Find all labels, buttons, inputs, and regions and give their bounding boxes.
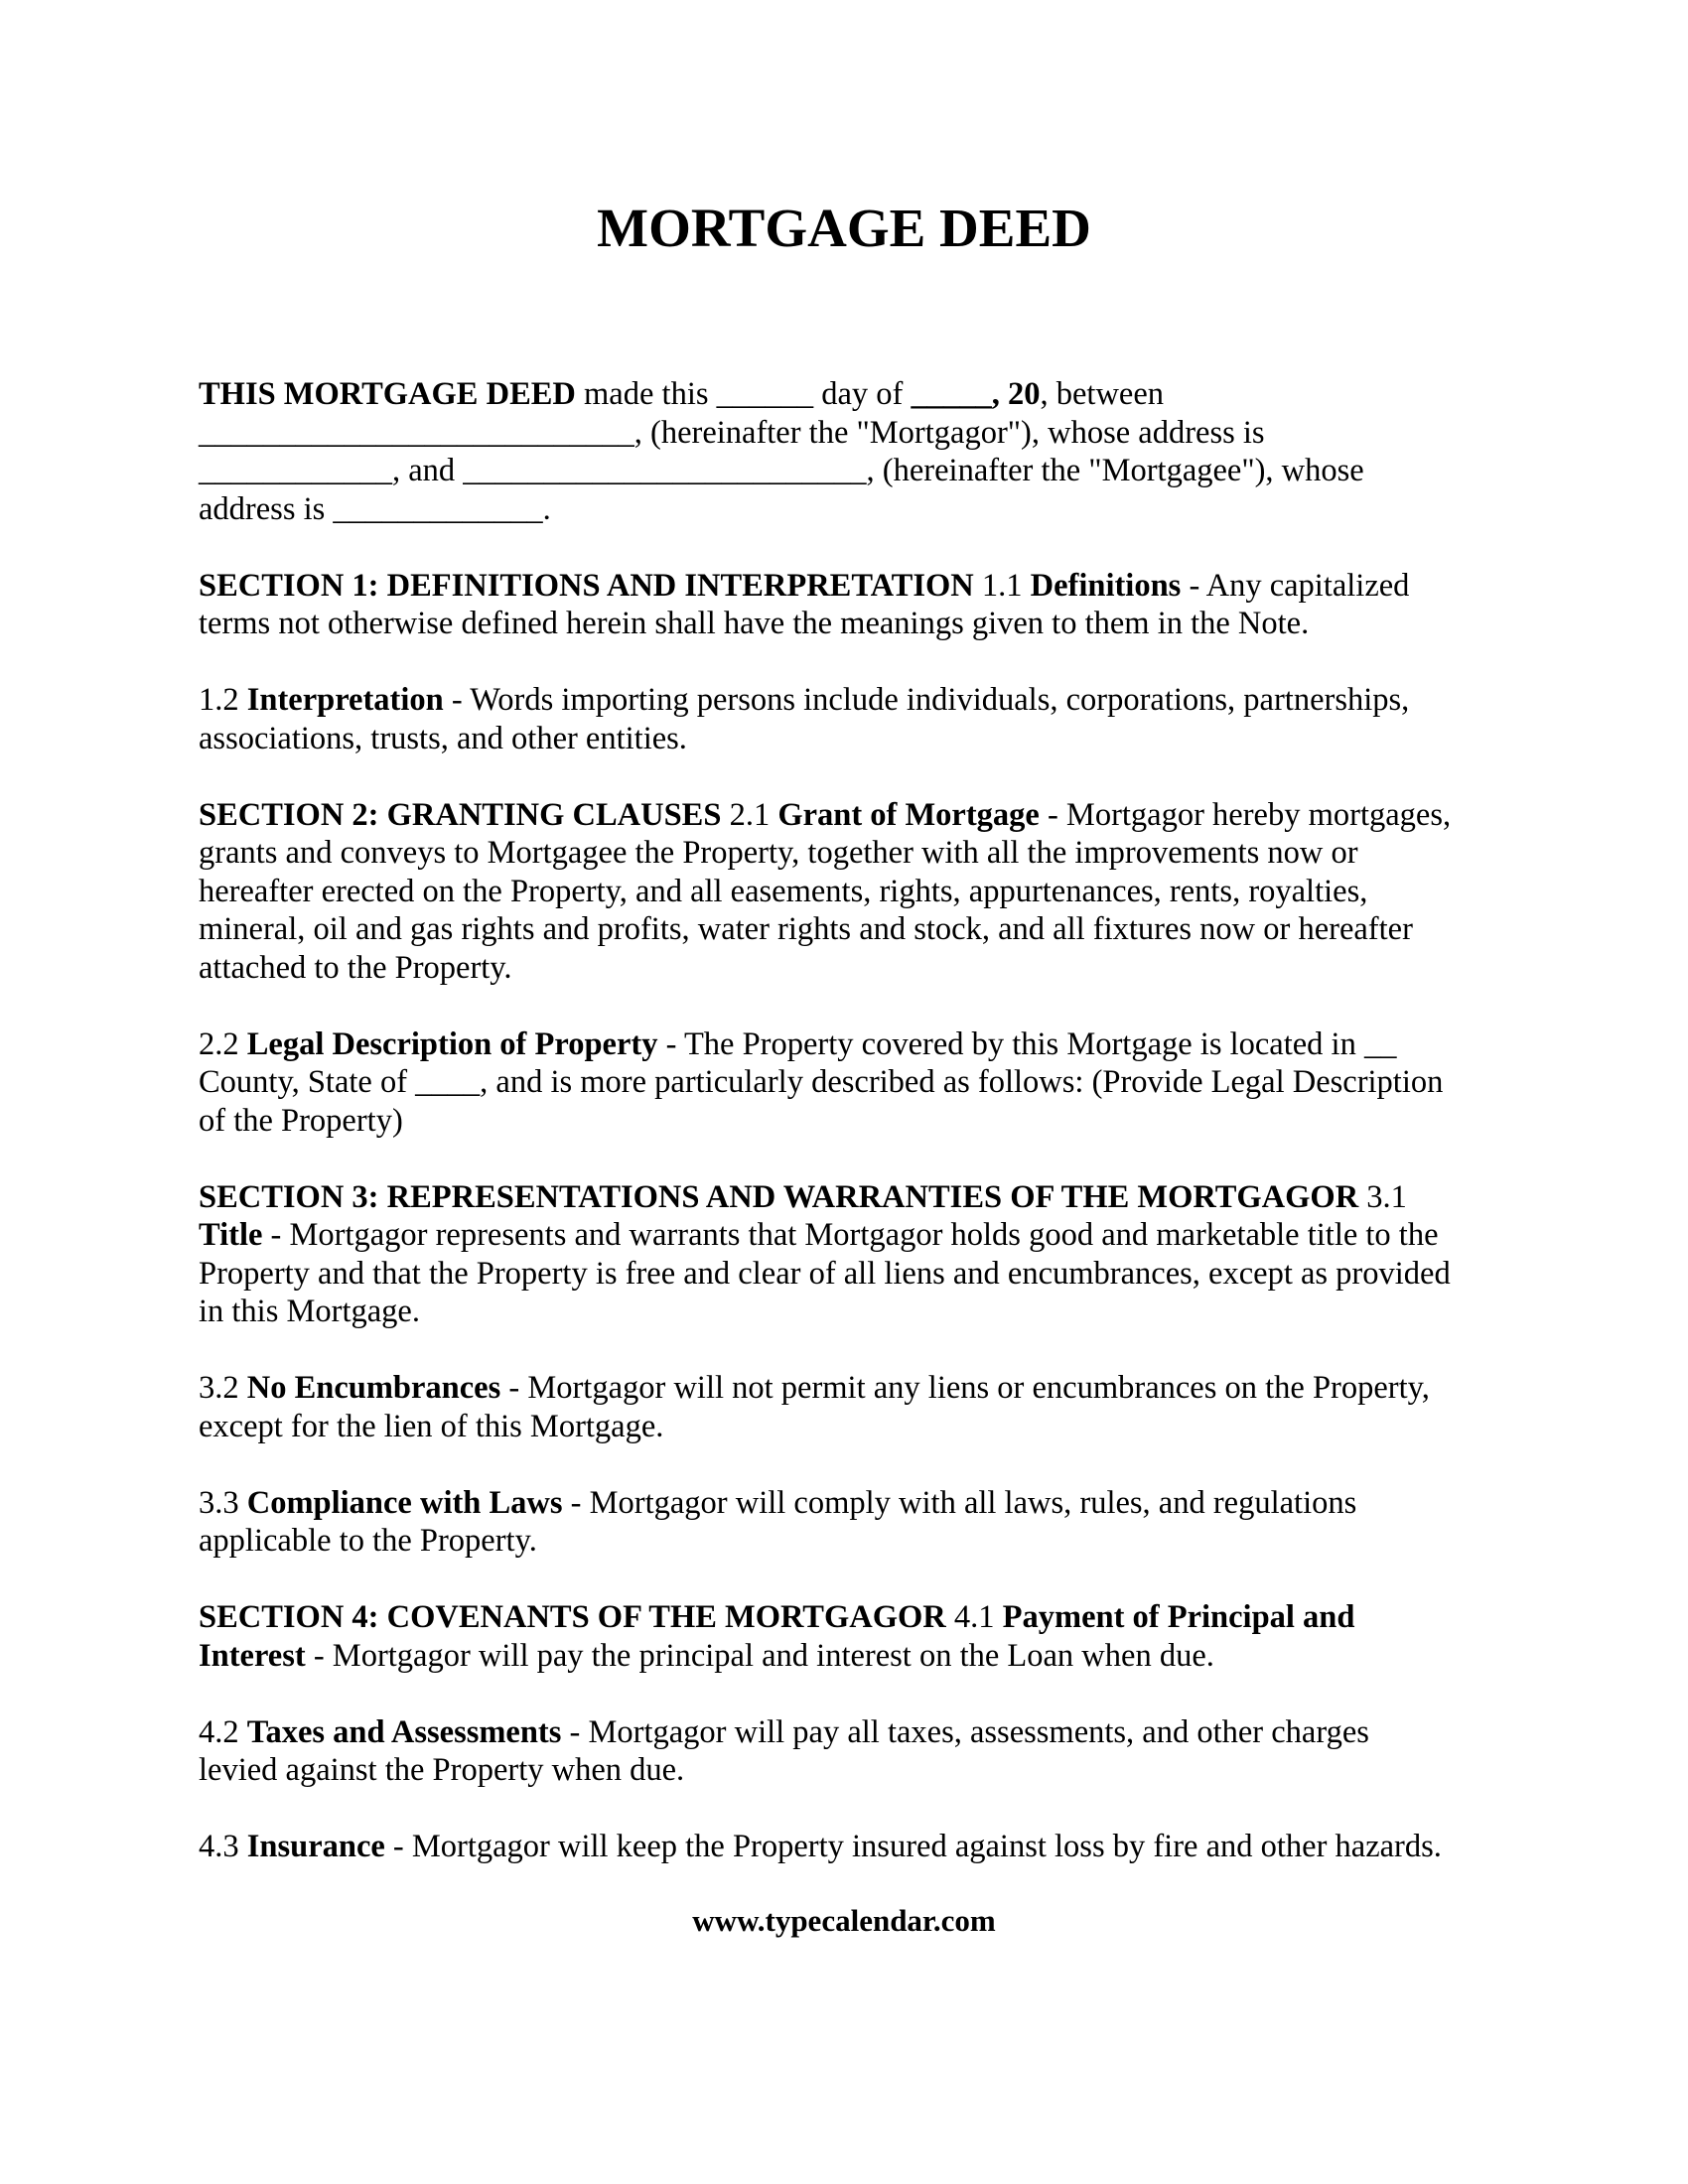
clause-3-3-line-2: applicable to the Property. bbox=[199, 1523, 537, 1559]
section-1-line-1 bbox=[199, 567, 1489, 606]
clause-text: - The Property covered by this Mortgage is located in __ bbox=[657, 1025, 1397, 1062]
intro-text: , between bbox=[1040, 376, 1165, 412]
intro-line-2: ___________________________, (hereinafter the "Mortgagor"), whose address is bbox=[199, 414, 1265, 451]
intro-line-4: address is _____________. bbox=[199, 490, 551, 527]
clause-term: Interpretation bbox=[246, 682, 444, 718]
clause-text: - Mortgagor represents and warrants that Mortgagor holds good and marketable title to the bbox=[262, 1217, 1439, 1253]
section-3-line-2 bbox=[199, 1216, 1489, 1255]
clause-4-2-paragraph bbox=[199, 1713, 1489, 1790]
clause-4-3-line-1 bbox=[199, 1828, 1489, 1866]
clause-1-2-line-2: associations, trusts, and other entities. bbox=[199, 720, 687, 756]
clause-term: Insurance bbox=[246, 1829, 385, 1864]
clause-2-2-line-3: of the Property) bbox=[199, 1102, 403, 1139]
section-4-paragraph bbox=[199, 1598, 1489, 1675]
clause-term: Title bbox=[199, 1217, 263, 1253]
clause-number: 3.1 bbox=[1358, 1178, 1407, 1215]
clause-number: 1.1 bbox=[973, 567, 1031, 604]
clause-3-2-paragraph bbox=[199, 1369, 1489, 1445]
clause-text: - Mortgagor will comply with all laws, rules, and regulations bbox=[562, 1484, 1357, 1521]
clause-number: 4.2 bbox=[199, 1713, 247, 1750]
clause-1-2-line-1 bbox=[199, 681, 1489, 720]
clause-4-2-line-1 bbox=[199, 1713, 1489, 1752]
section-2-line-4: mineral, oil and gas rights and profits, water rights and stock, and all fixtures now or hereafter bbox=[199, 911, 1413, 947]
intro-paragraph bbox=[199, 375, 1489, 528]
clause-term: Grant of Mortgage bbox=[777, 796, 1040, 833]
section-1-heading: SECTION 1: DEFINITIONS AND INTERPRETATION bbox=[199, 567, 974, 604]
clause-number: 4.3 bbox=[199, 1829, 247, 1864]
intro-year-blank: _____, 20 bbox=[911, 376, 1041, 412]
clause-term: Compliance with Laws bbox=[246, 1484, 563, 1521]
clause-2-2-paragraph bbox=[199, 1025, 1489, 1141]
section-3-line-4: in this Mortgage. bbox=[199, 1294, 420, 1329]
clause-text: - Mortgagor hereby mortgages, bbox=[1039, 796, 1452, 833]
section-2-line-2: grants and conveys to Mortgagee the Property, together with all the improvements now or bbox=[199, 835, 1358, 871]
section-2-line-1 bbox=[199, 796, 1489, 835]
clause-term: Interest bbox=[199, 1637, 306, 1674]
section-3-line-1 bbox=[199, 1178, 1489, 1217]
clause-text: - Words importing persons include individuals, corporations, partnerships, bbox=[443, 682, 1410, 718]
clause-3-2-line-1 bbox=[199, 1369, 1489, 1408]
clause-term: Payment of Principal and bbox=[1002, 1599, 1355, 1635]
clause-number: 1.2 bbox=[199, 682, 247, 718]
clause-number: 3.3 bbox=[199, 1484, 247, 1521]
intro-line-1 bbox=[199, 375, 1489, 414]
document-body bbox=[199, 375, 1489, 1904]
section-3-paragraph bbox=[199, 1178, 1489, 1331]
section-2-line-5: attached to the Property. bbox=[199, 949, 512, 986]
section-2-paragraph bbox=[199, 796, 1489, 988]
clause-3-3-paragraph bbox=[199, 1484, 1489, 1561]
section-2-line-3: hereafter erected on the Property, and all easements, rights, appurtenances, rents, royalties, bbox=[199, 873, 1368, 909]
section-2-heading: SECTION 2: GRANTING CLAUSES bbox=[199, 796, 722, 833]
section-3-heading: SECTION 3: REPRESENTATIONS AND WARRANTIES OF THE MORTGAGOR bbox=[199, 1178, 1359, 1215]
clause-1-2-paragraph bbox=[199, 681, 1489, 757]
section-4-heading: SECTION 4: COVENANTS OF THE MORTGAGOR bbox=[199, 1599, 946, 1635]
clause-text: - Any capitalized bbox=[1181, 567, 1410, 604]
section-1-line-2: terms not otherwise defined herein shall have the meanings given to them in the Note. bbox=[199, 606, 1310, 641]
clause-number: 4.1 bbox=[945, 1599, 1003, 1635]
clause-text: - Mortgagor will keep the Property insured against loss by fire and other hazards. bbox=[384, 1829, 1442, 1864]
clause-4-2-line-2: levied against the Property when due. bbox=[199, 1752, 685, 1788]
intro-line-3: ____________, and _________________________, (hereinafter the "Mortgagee"), whose bbox=[199, 453, 1364, 488]
clause-3-2-line-2: except for the lien of this Mortgage. bbox=[199, 1408, 664, 1444]
section-4-line-2 bbox=[199, 1637, 1489, 1676]
clause-number: 3.2 bbox=[199, 1370, 247, 1406]
document-title: MORTGAGE DEED bbox=[597, 198, 1091, 258]
clause-text: - Mortgagor will pay the principal and interest on the Loan when due. bbox=[305, 1637, 1214, 1674]
clause-number: 2.2 bbox=[199, 1025, 247, 1062]
intro-lead: THIS MORTGAGE DEED bbox=[199, 376, 576, 412]
clause-term: Definitions bbox=[1030, 567, 1182, 604]
section-3-line-3: Property and that the Property is free and clear of all liens and encumbrances, except as provided bbox=[199, 1255, 1451, 1292]
clause-number: 2.1 bbox=[721, 796, 778, 833]
clause-text: - Mortgagor will pay all taxes, assessments, and other charges bbox=[561, 1713, 1369, 1750]
clause-2-2-line-2: County, State of ____, and is more particularly described as follows: (Provide Legal Description bbox=[199, 1064, 1444, 1100]
clause-term: No Encumbrances bbox=[246, 1370, 501, 1406]
section-1-paragraph bbox=[199, 567, 1489, 643]
clause-3-3-line-1 bbox=[199, 1484, 1489, 1523]
intro-text: made this ______ day of bbox=[575, 376, 912, 412]
clause-2-2-line-1 bbox=[199, 1025, 1489, 1064]
clause-term: Legal Description of Property bbox=[246, 1025, 658, 1062]
clause-text: - Mortgagor will not permit any liens or encumbrances on the Property, bbox=[500, 1370, 1430, 1406]
clause-4-3-paragraph bbox=[199, 1828, 1489, 1866]
footer-website: www.typecalendar.com bbox=[692, 1903, 996, 1938]
clause-term: Taxes and Assessments bbox=[246, 1713, 562, 1750]
section-4-line-1 bbox=[199, 1598, 1489, 1637]
